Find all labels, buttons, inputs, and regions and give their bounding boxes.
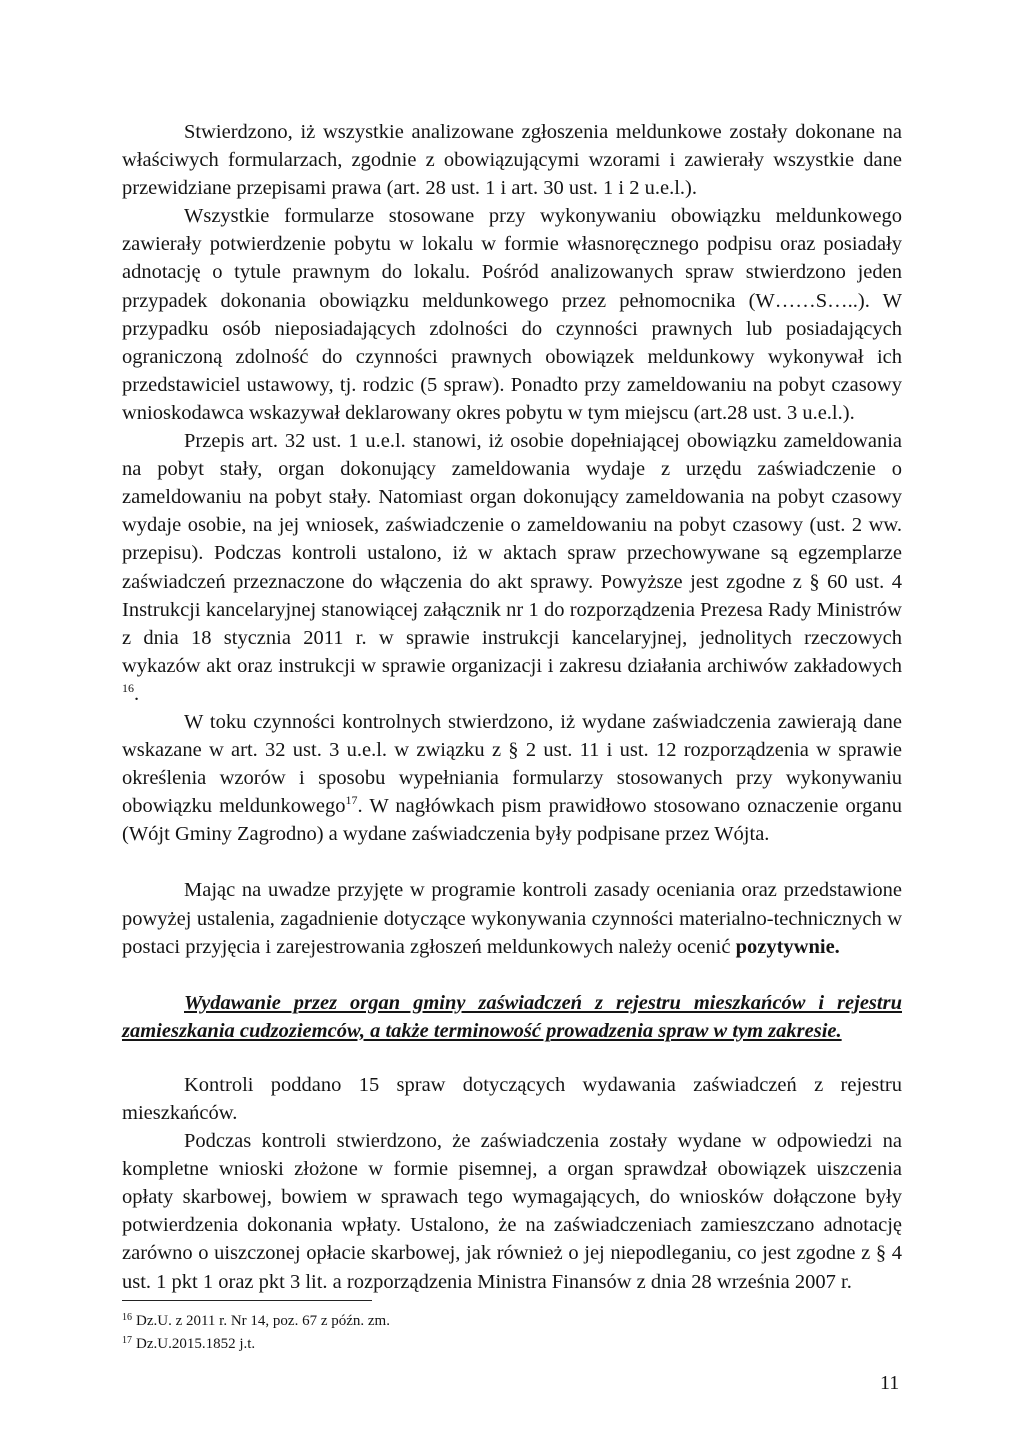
paragraph-5-text: Mając na uwadze przyjęte w programie kontroli zasady oceniania oraz przedstawione powyżej ustalenia, zagadnienie dotyczące wykonywania czynności materialno-technicznych w postaci przyjęcia i zarejestrowania zgłoszeń meldunkowych należy ocenić: [122, 879, 902, 958]
paragraph-1: Stwierdzono, iż wszystkie analizowane zgłoszenia meldunkowe zostały dokonane na właściwych formularzach, zgodnie z obowiązującymi wzorami i zawierały wszystkie dane przewidziane przepisami prawa (art. 28 ust. 1 i art. 30 ust. 1 i 2 u.e.l.).: [122, 121, 902, 200]
footnote-16: [122, 1308, 902, 1331]
paragraph-4-text-b: . W nagłówkach pism prawidłowo stosowano oznaczenie organu (Wójt Gminy Zagrodno) a wydane zaświadczenia były podpisane przez Wójta.: [122, 795, 902, 846]
paragraph-4: [122, 708, 902, 848]
footnote-text: Dz.U.2015.1852 j.t.: [136, 1336, 256, 1352]
footnote-divider: [122, 1300, 372, 1301]
footnote-17: [122, 1331, 902, 1354]
section-heading: Wydawanie przez organ gminy zaświadczeń z rejestru mieszkańców i rejestru zamieszkania cudzoziemców, a także terminowość prowadzenia spraw w tym zakresie.: [122, 991, 902, 1042]
paragraph-2: Wszystkie formularze stosowane przy wykonywaniu obowiązku meldunkowego zawierały potwierdzenie pobytu w lokalu w formie własnoręcznego podpisu oraz posiadały adnotację o tytule prawnym do lokalu. Pośród analizowanych spraw stwierdzono jeden przypadek dokonania obowiązku meldunkowego przez pełnomocnika (W……S…..). W przypadku osób nieposiadających zdolności do czynności prawnych lub posiadających ograniczoną zdolność do czynności prawnych obowiązek meldunkowy wykonywał ich przedstawiciel ustawowy, tj. rodzic (5 spraw). Ponadto przy zameldowaniu na pobyt czasowy wnioskodawca wskazywał deklarowany okres pobytu w tym miejscu (art.28 ust. 3 u.e.l.).: [122, 205, 902, 424]
paragraph-6: Kontroli poddano 15 spraw dotyczących wydawania zaświadczeń z rejestru mieszkańców.: [122, 1073, 902, 1124]
paragraph-5: [122, 876, 902, 960]
footnote-ref-17: 17: [345, 793, 358, 808]
body-text: [122, 118, 902, 1296]
footnote-number: 17: [122, 1335, 132, 1346]
footnote-text: Dz.U. z 2011 r. Nr 14, poz. 67 z późn. zm.: [136, 1313, 390, 1329]
paragraph-3-text: Przepis art. 32 ust. 1 u.e.l. stanowi, iż osobie dopełniającej obowiązku zameldowania na pobyt stały, organ dokonujący zameldowania wydaje z urzędu zaświadczenie o zameldowaniu na pobyt stały. Natomiast organ dokonujący zameldowania na pobyt czasowy wydaje osobie, na jej wniosek, zaświadczenie o zameldowaniu na pobyt czasowy (ust. 2 ww. przepisu). Podczas kontroli ustalono, iż w aktach spraw przechowywane są egzemplarze zaświadczeń przeznaczone do włączenia do akt sprawy. Powyższe jest zgodne z § 60 ust. 4 Instrukcji kancelaryjnej stanowiącej załącznik nr 1 do rozporządzenia Prezesa Rady Ministrów z dnia 18 stycznia 2011 r. w sprawie instrukcji kancelaryjnej, jednolitych rzeczowych wykazów akt oraz instrukcji w sprawie organizacji i zakresu działania archiwów zakładowych: [122, 430, 902, 677]
assessment-positive: pozytywnie.: [735, 935, 840, 958]
page-number: 11: [880, 1372, 900, 1394]
paragraph-7: Podczas kontroli stwierdzono, że zaświadczenia zostały wydane w odpowiedzi na kompletne wnioski złożone w formie pisemnej, a organ sprawdzał obowiązek uiszczenia opłaty skarbowej, bowiem w sprawach tego wymagających, do wniosków dołączone były potwierdzenia dokonania wpłaty. Ustalono, że na zaświadczeniach zamieszczano adnotację zarówno o uiszczonej opłacie skarbowej, jak również o jej niepodleganiu, co jest zgodne z § 4 ust. 1 pkt 1 oraz pkt 3 lit. a rozporządzenia Ministra Finansów z dnia 28 września 2007 r.: [122, 1130, 902, 1293]
footnotes: [122, 1308, 902, 1354]
paragraph-3-end: .: [134, 682, 140, 705]
footnote-number: 16: [122, 1312, 132, 1323]
footnote-ref-16: 16: [122, 680, 134, 695]
paragraph-3: [122, 427, 902, 708]
paragraph-4-text-a: W toku czynności kontrolnych stwierdzono, iż wydane zaświadczenia zawierają dane wskazane w art. 32 ust. 3 u.e.l. w związku z § 2 ust. 11 i ust. 12 rozporządzenia w sprawie określenia wzorów i sposobu wypełniania formularzy stosowanych przy wykonywaniu obowiązku meldunkowego: [122, 710, 902, 818]
